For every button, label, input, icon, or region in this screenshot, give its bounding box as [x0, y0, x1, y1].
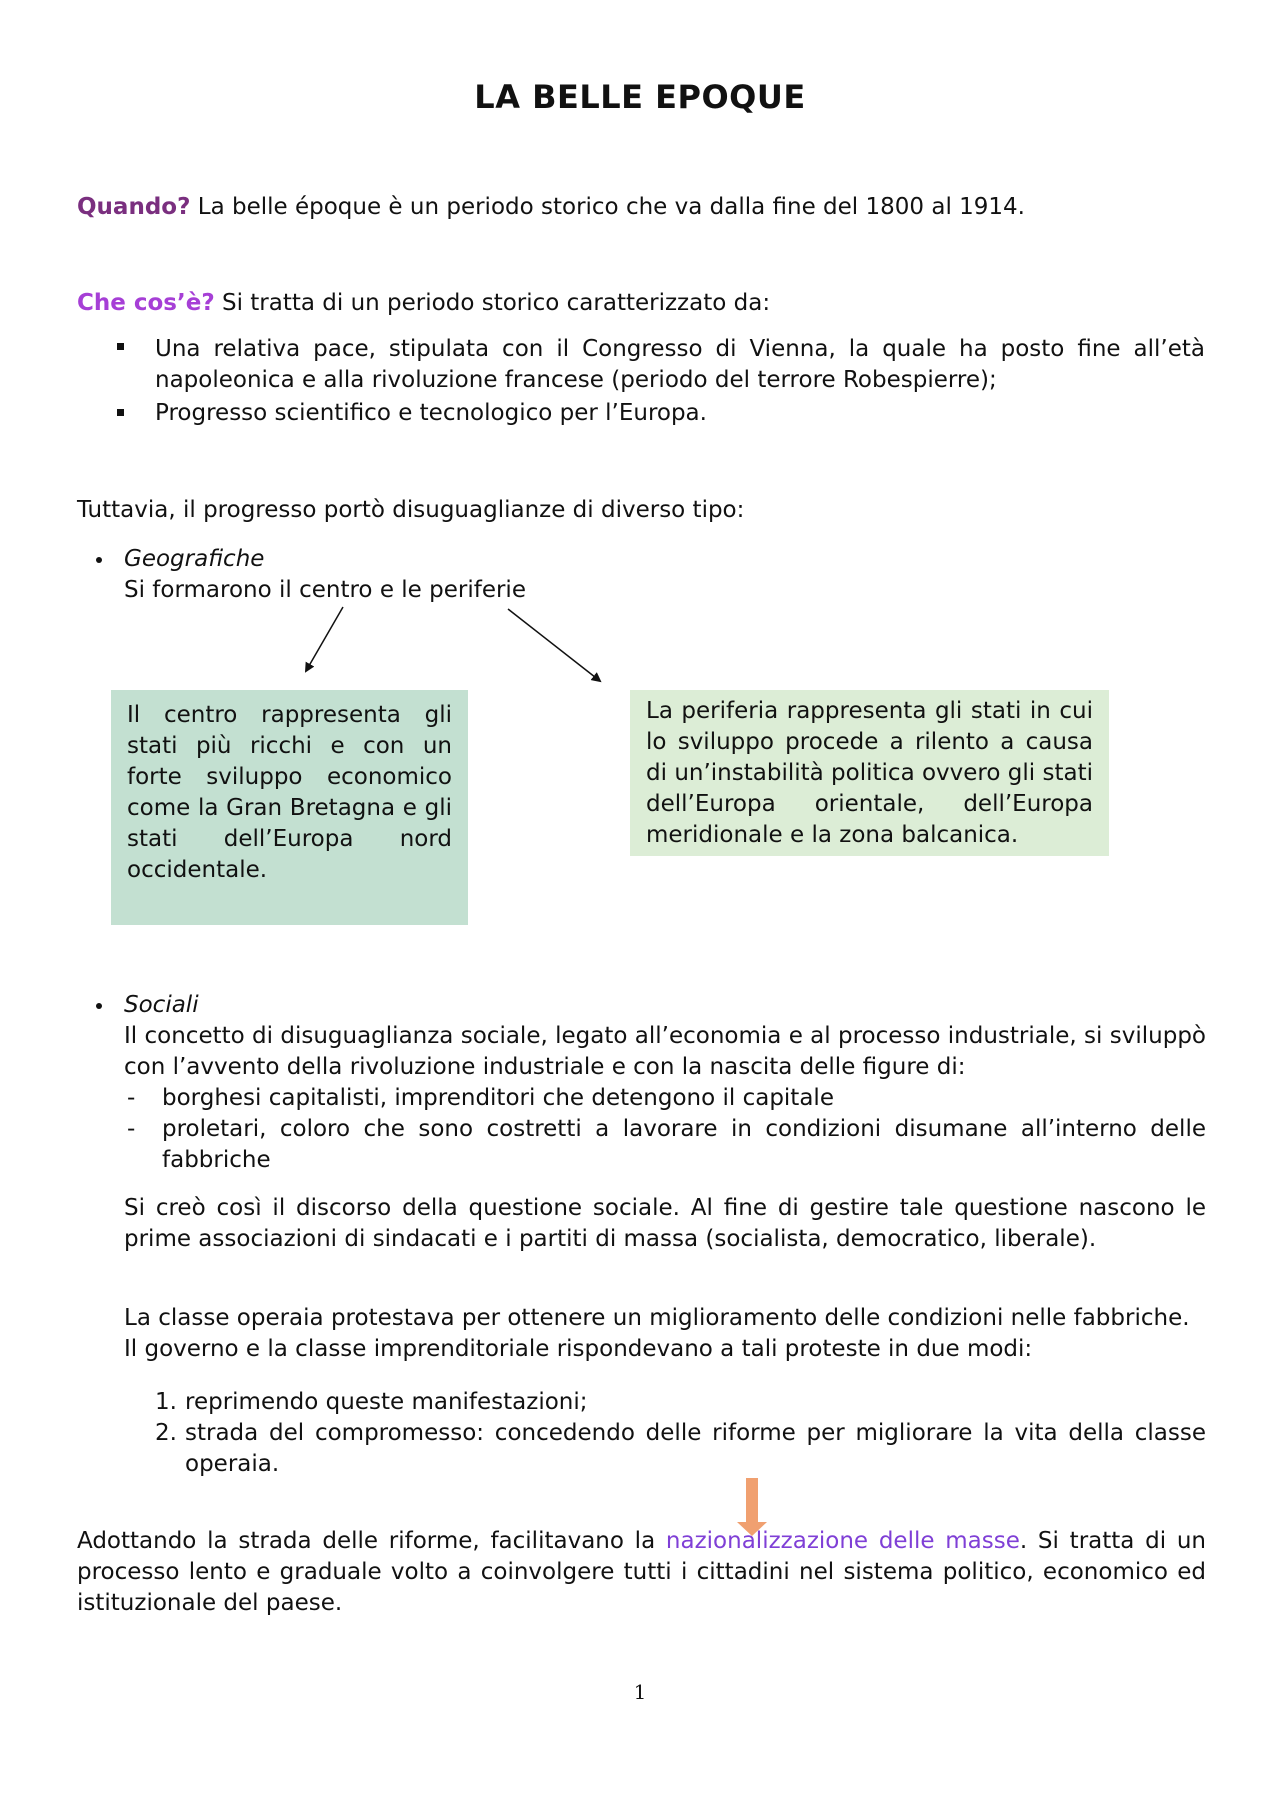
number-marker: 1.: [155, 1389, 177, 1415]
quando-label: Quando?: [77, 194, 191, 220]
conclusion-text-after: . Si tratta di un processo lento e graduale volto a coinvolgere tutti i cittadini nel sistema politico, economico ed istituzionale del paese.: [77, 1528, 1207, 1616]
sociali-heading: Sociali: [124, 992, 199, 1018]
page-number: 1: [633, 1680, 647, 1704]
page-title: LA BELLE EPOQUE: [474, 78, 806, 116]
sociali-intro: Il concetto di disuguaglianza sociale, legato all’economia e al processo industriale, si sviluppò con l’avvento della rivoluzione industriale e con la nascita delle figure di:: [124, 1023, 1206, 1080]
bullet-item-2: Progresso scientifico e tecnologico per l’Europa.: [155, 400, 707, 426]
quando-text: La belle époque è un periodo storico che va dalla fine del 1800 al 1914.: [190, 194, 1025, 220]
conclusion-text-before: Adottando la strada delle riforme, facilitavano la: [77, 1528, 666, 1554]
nazionalizzazione-highlight: nazionalizzazione delle masse: [665, 1528, 1020, 1554]
che-cose-label: Che cos’è?: [77, 290, 215, 316]
sociali-paragraph-2-line-2: Il governo e la classe imprenditoriale rispondevano a tali proteste in due modi:: [124, 1336, 1033, 1362]
sociali-paragraph-2-line-1: La classe operaia protestava per ottenere un miglioramento delle condizioni nelle fabbriche.: [124, 1305, 1190, 1331]
periferia-box: La periferia rappresenta gli stati in cui lo sviluppo procede a rilento a causa di un’instabilità politica ovvero gli stati dell’Europa orientale, dell’Europa meridionale e la zona balcanica.: [630, 690, 1109, 856]
dash-item-1: borghesi capitalisti, imprenditori che detengono il capitale: [162, 1085, 834, 1111]
numbered-item-2: strada del compromesso: concedendo delle riforme per migliorare la vita della classe operaia.: [185, 1420, 1206, 1477]
dash-bullet-icon: -: [127, 1116, 136, 1142]
sociali-paragraph-1: Si creò così il discorso della questione sociale. Al fine di gestire tale questione nascono le prime associazioni di sindacati e i partiti di massa (socialista, democratico, liberale).: [124, 1195, 1206, 1252]
number-marker: 2.: [155, 1420, 177, 1446]
dash-item-2: proletari, coloro che sono costretti a lavorare in condizioni disumane all’interno delle fabbriche: [162, 1116, 1206, 1173]
centro-box: Il centro rappresenta gli stati più ricchi e con un forte sviluppo economico come la Gran Bretagna e gli stati dell’Europa nord occidentale.: [111, 690, 468, 925]
arrow-to-centro-icon: [306, 607, 343, 671]
tuttavia-paragraph: Tuttavia, il progresso portò disuguaglianze di diverso tipo:: [77, 497, 745, 523]
geografiche-heading: Geografiche: [124, 546, 265, 572]
conclusion-paragraph: [77, 1526, 1206, 1619]
che-cose-text: Si tratta di un periodo storico caratterizzato da:: [214, 290, 771, 316]
geografiche-text: Si formarono il centro e le periferie: [124, 577, 526, 603]
numbered-item-1: reprimendo queste manifestazioni;: [185, 1389, 588, 1415]
arrow-to-periferia-icon: [508, 609, 600, 681]
bullet-item-1: Una relativa pace, stipulata con il Congresso di Vienna, la quale ha posto fine all’età napoleonica e alla rivoluzione francese (periodo del terrore Robespierre);: [155, 336, 1205, 393]
dash-bullet-icon: -: [127, 1085, 136, 1111]
round-bullet-icon: [96, 1003, 102, 1009]
